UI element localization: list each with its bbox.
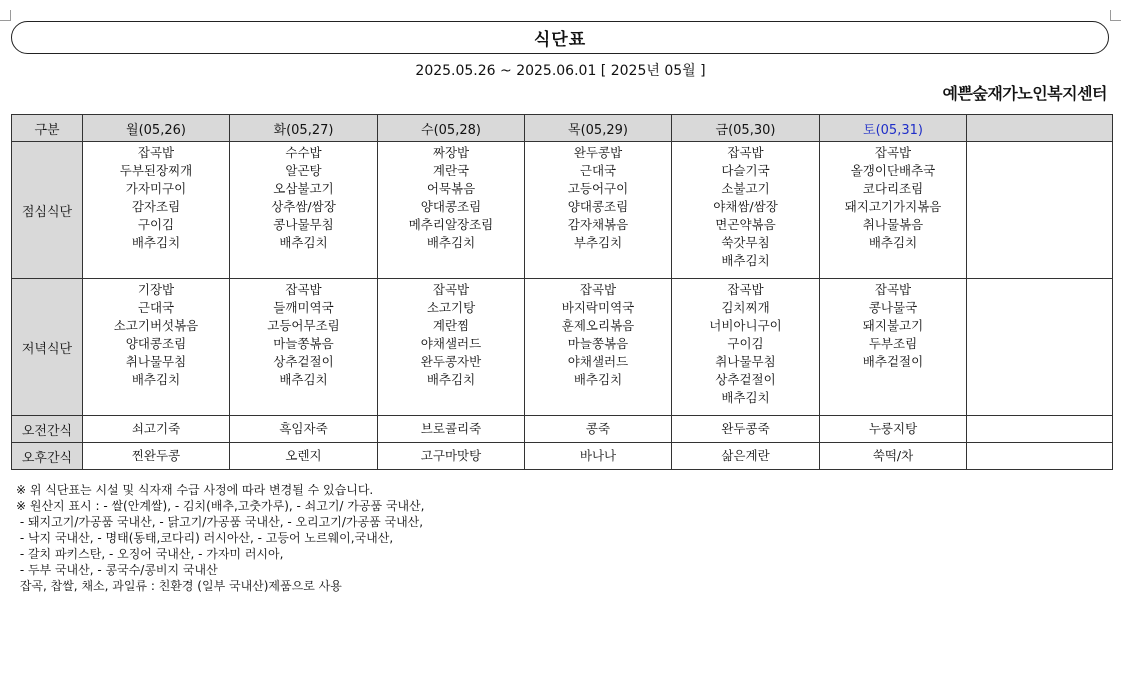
menu-cell-lunch-tue — [230, 142, 378, 279]
note-line: 잡곡, 찹쌀, 채소, 과일류 : 친환경 (일부 국내산)제품으로 사용 — [16, 579, 342, 593]
note-line: - 두부 국내산, - 콩국수/콩비지 국내산 — [16, 563, 218, 577]
menu-item: 바나나 — [579, 448, 617, 463]
page-corner-mark-left — [0, 10, 11, 21]
menu-item: 수수밥 — [285, 145, 322, 160]
menu-item: 야채샐러드 — [420, 336, 482, 351]
menu-item: 계란국 — [432, 163, 470, 178]
menu-cell-morning-snack-fri — [672, 416, 820, 443]
menu-item: 완두콩자반 — [420, 354, 482, 369]
menu-item: 너비아니구이 — [709, 318, 782, 333]
menu-item: 고등어무조림 — [267, 318, 340, 333]
menu-cell-morning-snack-sat — [820, 416, 967, 443]
menu-item: 잡곡밥 — [285, 282, 322, 297]
menu-item: 소고기버섯볶음 — [113, 318, 199, 333]
menu-item: 메추리알장조림 — [408, 217, 494, 232]
menu-cell-afternoon-snack-mon — [83, 443, 230, 470]
menu-item: 배추김치 — [279, 372, 328, 387]
menu-item: 양대콩조림 — [567, 199, 629, 214]
menu-item: 쑥갓무침 — [721, 235, 770, 250]
menu-item: 어묵볶음 — [426, 181, 476, 196]
menu-item: 기장밥 — [137, 282, 175, 297]
day-header-thu: 목(05,29) — [525, 115, 672, 142]
menu-item: 감자채볶음 — [567, 217, 629, 232]
menu-item: 흑임자죽 — [279, 421, 328, 436]
menu-period: 2025.05.26 ~ 2025.06.01 [ 2025년 05월 ] — [415, 63, 706, 79]
menu-item: 계란찜 — [432, 318, 470, 333]
day-header-sat: 토(05,31) — [820, 115, 967, 142]
menu-item: 배추김치 — [721, 390, 770, 405]
menu-item: 양대콩조림 — [125, 336, 187, 351]
menu-item: 잡곡밥 — [874, 282, 912, 297]
menu-cell-dinner-blank — [967, 279, 1113, 416]
menu-cell-lunch-mon — [83, 142, 230, 279]
menu-item: 삶은계란 — [721, 448, 770, 463]
menu-item: 양대콩조림 — [420, 199, 482, 214]
menu-item: 감자조림 — [131, 199, 181, 214]
menu-item: 콩나물무침 — [273, 217, 334, 232]
menu-item: 쑥떡/차 — [872, 448, 914, 463]
day-header-mon: 월(05,26) — [83, 115, 230, 142]
page-title-text: 식단표 — [533, 30, 587, 50]
menu-item: 소고기탕 — [426, 300, 476, 315]
menu-item: 구이김 — [727, 336, 764, 351]
row-label: 오후간식 — [12, 443, 83, 470]
menu-item: 찐완두콩 — [131, 448, 181, 463]
meal-row-lunch — [12, 142, 1113, 279]
menu-cell-afternoon-snack-sat — [820, 443, 967, 470]
menu-cell-morning-snack-mon — [83, 416, 230, 443]
day-header-wed: 수(05,28) — [378, 115, 525, 142]
note-line: ※ 위 식단표는 시설 및 식자재 수급 사정에 따라 변경될 수 있습니다. — [16, 483, 374, 497]
day-header-blank — [967, 115, 1113, 142]
menu-cell-afternoon-snack-fri — [672, 443, 820, 470]
note-line: - 낙지 국내산, - 명태(동태,코다리) 러시아산, - 고등어 노르웨이,국내산, — [16, 531, 394, 545]
menu-item: 바지락미역국 — [561, 300, 635, 315]
menu-cell-morning-snack-thu — [525, 416, 672, 443]
note-line: ※ 원산지 표시 : - 쌀(안계쌀), - 김치(배추,고춧가루), - 쇠고기/ 가공품 국내산, — [16, 499, 425, 513]
meal-row-morning-snack — [12, 416, 1113, 443]
day-header-tue: 화(05,27) — [230, 115, 378, 142]
note-line: - 갈치 파키스탄, - 오징어 국내산, - 가자미 러시아, — [16, 547, 284, 561]
menu-item: 김치찌개 — [721, 300, 770, 315]
menu-item: 가자미구이 — [125, 181, 187, 196]
menu-item: 누룽지탕 — [868, 421, 918, 436]
menu-item: 배추김치 — [573, 372, 623, 387]
corner-header: 구분 — [12, 115, 83, 142]
menu-item: 상추겉절이 — [715, 372, 776, 387]
menu-item: 부추김치 — [573, 235, 623, 250]
menu-item: 알곤탕 — [285, 163, 322, 178]
day-header-fri: 금(05,30) — [672, 115, 820, 142]
menu-item: 완두콩죽 — [721, 421, 770, 436]
menu-cell-afternoon-snack-wed — [378, 443, 525, 470]
menu-item: 야채쌈/쌈장 — [713, 199, 778, 214]
menu-item: 들깨미역국 — [273, 300, 334, 315]
menu-cell-dinner-tue — [230, 279, 378, 416]
menu-item: 상추겉절이 — [273, 354, 334, 369]
menu-item: 두부된장찌개 — [119, 163, 193, 178]
menu-item: 배추김치 — [721, 253, 770, 268]
menu-item: 고등어구이 — [567, 181, 629, 196]
menu-cell-dinner-thu — [525, 279, 672, 416]
menu-item: 브로콜리죽 — [420, 421, 482, 436]
menu-item: 잡곡밥 — [727, 145, 764, 160]
menu-cell-dinner-fri — [672, 279, 820, 416]
menu-item: 면곤약볶음 — [715, 217, 776, 232]
menu-cell-morning-snack-wed — [378, 416, 525, 443]
menu-cell-lunch-fri — [672, 142, 820, 279]
menu-item: 마늘쫑볶음 — [567, 336, 629, 351]
menu-item: 배추김치 — [426, 372, 476, 387]
menu-item: 다슬기국 — [721, 163, 770, 178]
menu-item: 쇠고기죽 — [131, 421, 181, 436]
menu-cell-lunch-thu — [525, 142, 672, 279]
menu-item: 배추겉절이 — [862, 354, 924, 369]
menu-cell-morning-snack-tue — [230, 416, 378, 443]
menu-cell-morning-snack-blank — [967, 416, 1113, 443]
menu-item: 구이김 — [137, 217, 175, 232]
menu-item: 돼지불고기 — [862, 318, 924, 333]
menu-item: 올갱이단배추국 — [850, 163, 936, 178]
menu-item: 취나물볶음 — [862, 217, 924, 232]
meal-row-afternoon-snack — [12, 443, 1113, 470]
meal-table — [11, 114, 1113, 470]
menu-item: 짜장밥 — [432, 145, 470, 160]
menu-item: 소불고기 — [721, 181, 770, 196]
menu-item: 야채샐러드 — [567, 354, 629, 369]
menu-item: 오렌지 — [285, 448, 322, 463]
menu-cell-dinner-sat — [820, 279, 967, 416]
menu-cell-afternoon-snack-tue — [230, 443, 378, 470]
menu-item: 배추김치 — [868, 235, 918, 250]
menu-item: 마늘쫑볶음 — [273, 336, 334, 351]
menu-cell-lunch-wed — [378, 142, 525, 279]
menu-item: 완두콩밥 — [573, 145, 623, 160]
menu-item: 근대국 — [137, 300, 175, 315]
menu-item: 잡곡밥 — [579, 282, 617, 297]
menu-item: 고구마맛탕 — [420, 448, 482, 463]
center-name: 예쁜숲재가노인복지센터 — [942, 84, 1107, 103]
notes-section — [16, 482, 424, 594]
page-corner-mark-right — [1110, 10, 1121, 21]
menu-item: 배추김치 — [131, 372, 181, 387]
menu-cell-afternoon-snack-thu — [525, 443, 672, 470]
menu-item: 코다리조림 — [862, 181, 924, 196]
menu-item: 잡곡밥 — [727, 282, 764, 297]
row-label: 오전간식 — [12, 416, 83, 443]
row-label: 점심식단 — [12, 142, 83, 279]
menu-item: 상추쌈/쌈장 — [271, 199, 336, 214]
menu-item: 오삼불고기 — [273, 181, 334, 196]
menu-item: 취나물무침 — [715, 354, 776, 369]
menu-item: 돼지고기가지볶음 — [844, 199, 942, 214]
menu-item: 두부조림 — [868, 336, 918, 351]
page-title — [11, 21, 1109, 54]
menu-item: 잡곡밥 — [874, 145, 912, 160]
meal-row-dinner — [12, 279, 1113, 416]
menu-item: 배추김치 — [131, 235, 181, 250]
menu-item: 배추김치 — [426, 235, 476, 250]
row-label: 저녁식단 — [12, 279, 83, 416]
menu-item: 잡곡밥 — [432, 282, 470, 297]
menu-cell-dinner-mon — [83, 279, 230, 416]
menu-cell-dinner-wed — [378, 279, 525, 416]
menu-cell-lunch-blank — [967, 142, 1113, 279]
menu-item: 취나물무침 — [125, 354, 187, 369]
menu-item: 배추김치 — [279, 235, 328, 250]
menu-item: 근대국 — [579, 163, 617, 178]
menu-item: 잡곡밥 — [137, 145, 175, 160]
menu-cell-afternoon-snack-blank — [967, 443, 1113, 470]
note-line: - 돼지고기/가공품 국내산, - 닭고기/가공품 국내산, - 오리고기/가공품 국내산, — [16, 515, 424, 529]
menu-item: 콩죽 — [585, 421, 611, 436]
menu-item: 훈제오리볶음 — [561, 318, 635, 333]
menu-item: 콩나물국 — [868, 300, 918, 315]
table-header-row — [12, 115, 1113, 142]
menu-cell-lunch-sat — [820, 142, 967, 279]
